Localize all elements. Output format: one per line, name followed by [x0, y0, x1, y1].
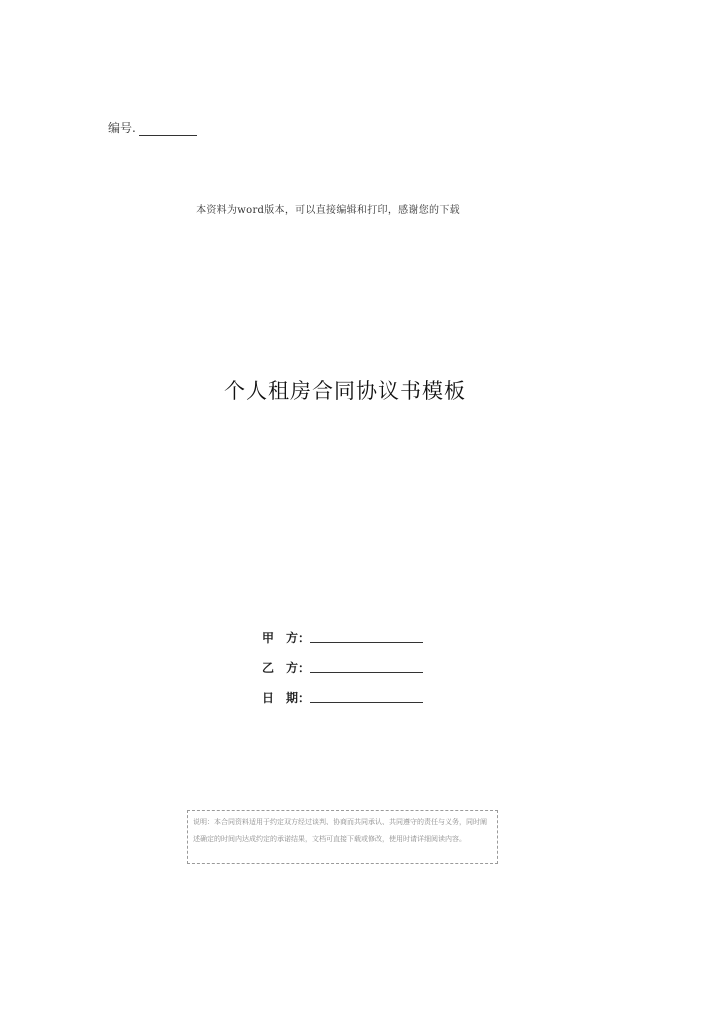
- download-notice-text: 本资料为word版本，可以直接编辑和打印，感谢您的下载: [196, 205, 460, 216]
- date-row: [262, 676, 432, 706]
- description-note-box: [187, 810, 498, 864]
- party-b-label: 乙 方：: [262, 661, 311, 675]
- document-title: 个人租房合同协议书模板: [224, 379, 466, 403]
- party-a-label: 甲 方：: [262, 631, 311, 645]
- description-note-text: 说明：本合同资料适用于约定双方经过谈判、协商而共同承认、共同遵守的责任与义务，同时阐述确定的时间内达成约定的承诺结果，文档可直接下载或修改，使用时请详细阅读内容。: [193, 818, 487, 843]
- party-signature-block: [262, 616, 432, 706]
- document-number-blank: [139, 125, 197, 136]
- document-number-label: 编号.: [108, 121, 136, 135]
- party-b-row: [262, 646, 432, 676]
- party-a-blank: [310, 632, 423, 643]
- party-b-blank: [310, 662, 423, 673]
- date-label: 日 期：: [262, 691, 311, 705]
- date-blank: [310, 692, 423, 703]
- download-notice: [0, 201, 720, 216]
- document-number: [108, 119, 197, 136]
- party-a-row: [262, 616, 432, 646]
